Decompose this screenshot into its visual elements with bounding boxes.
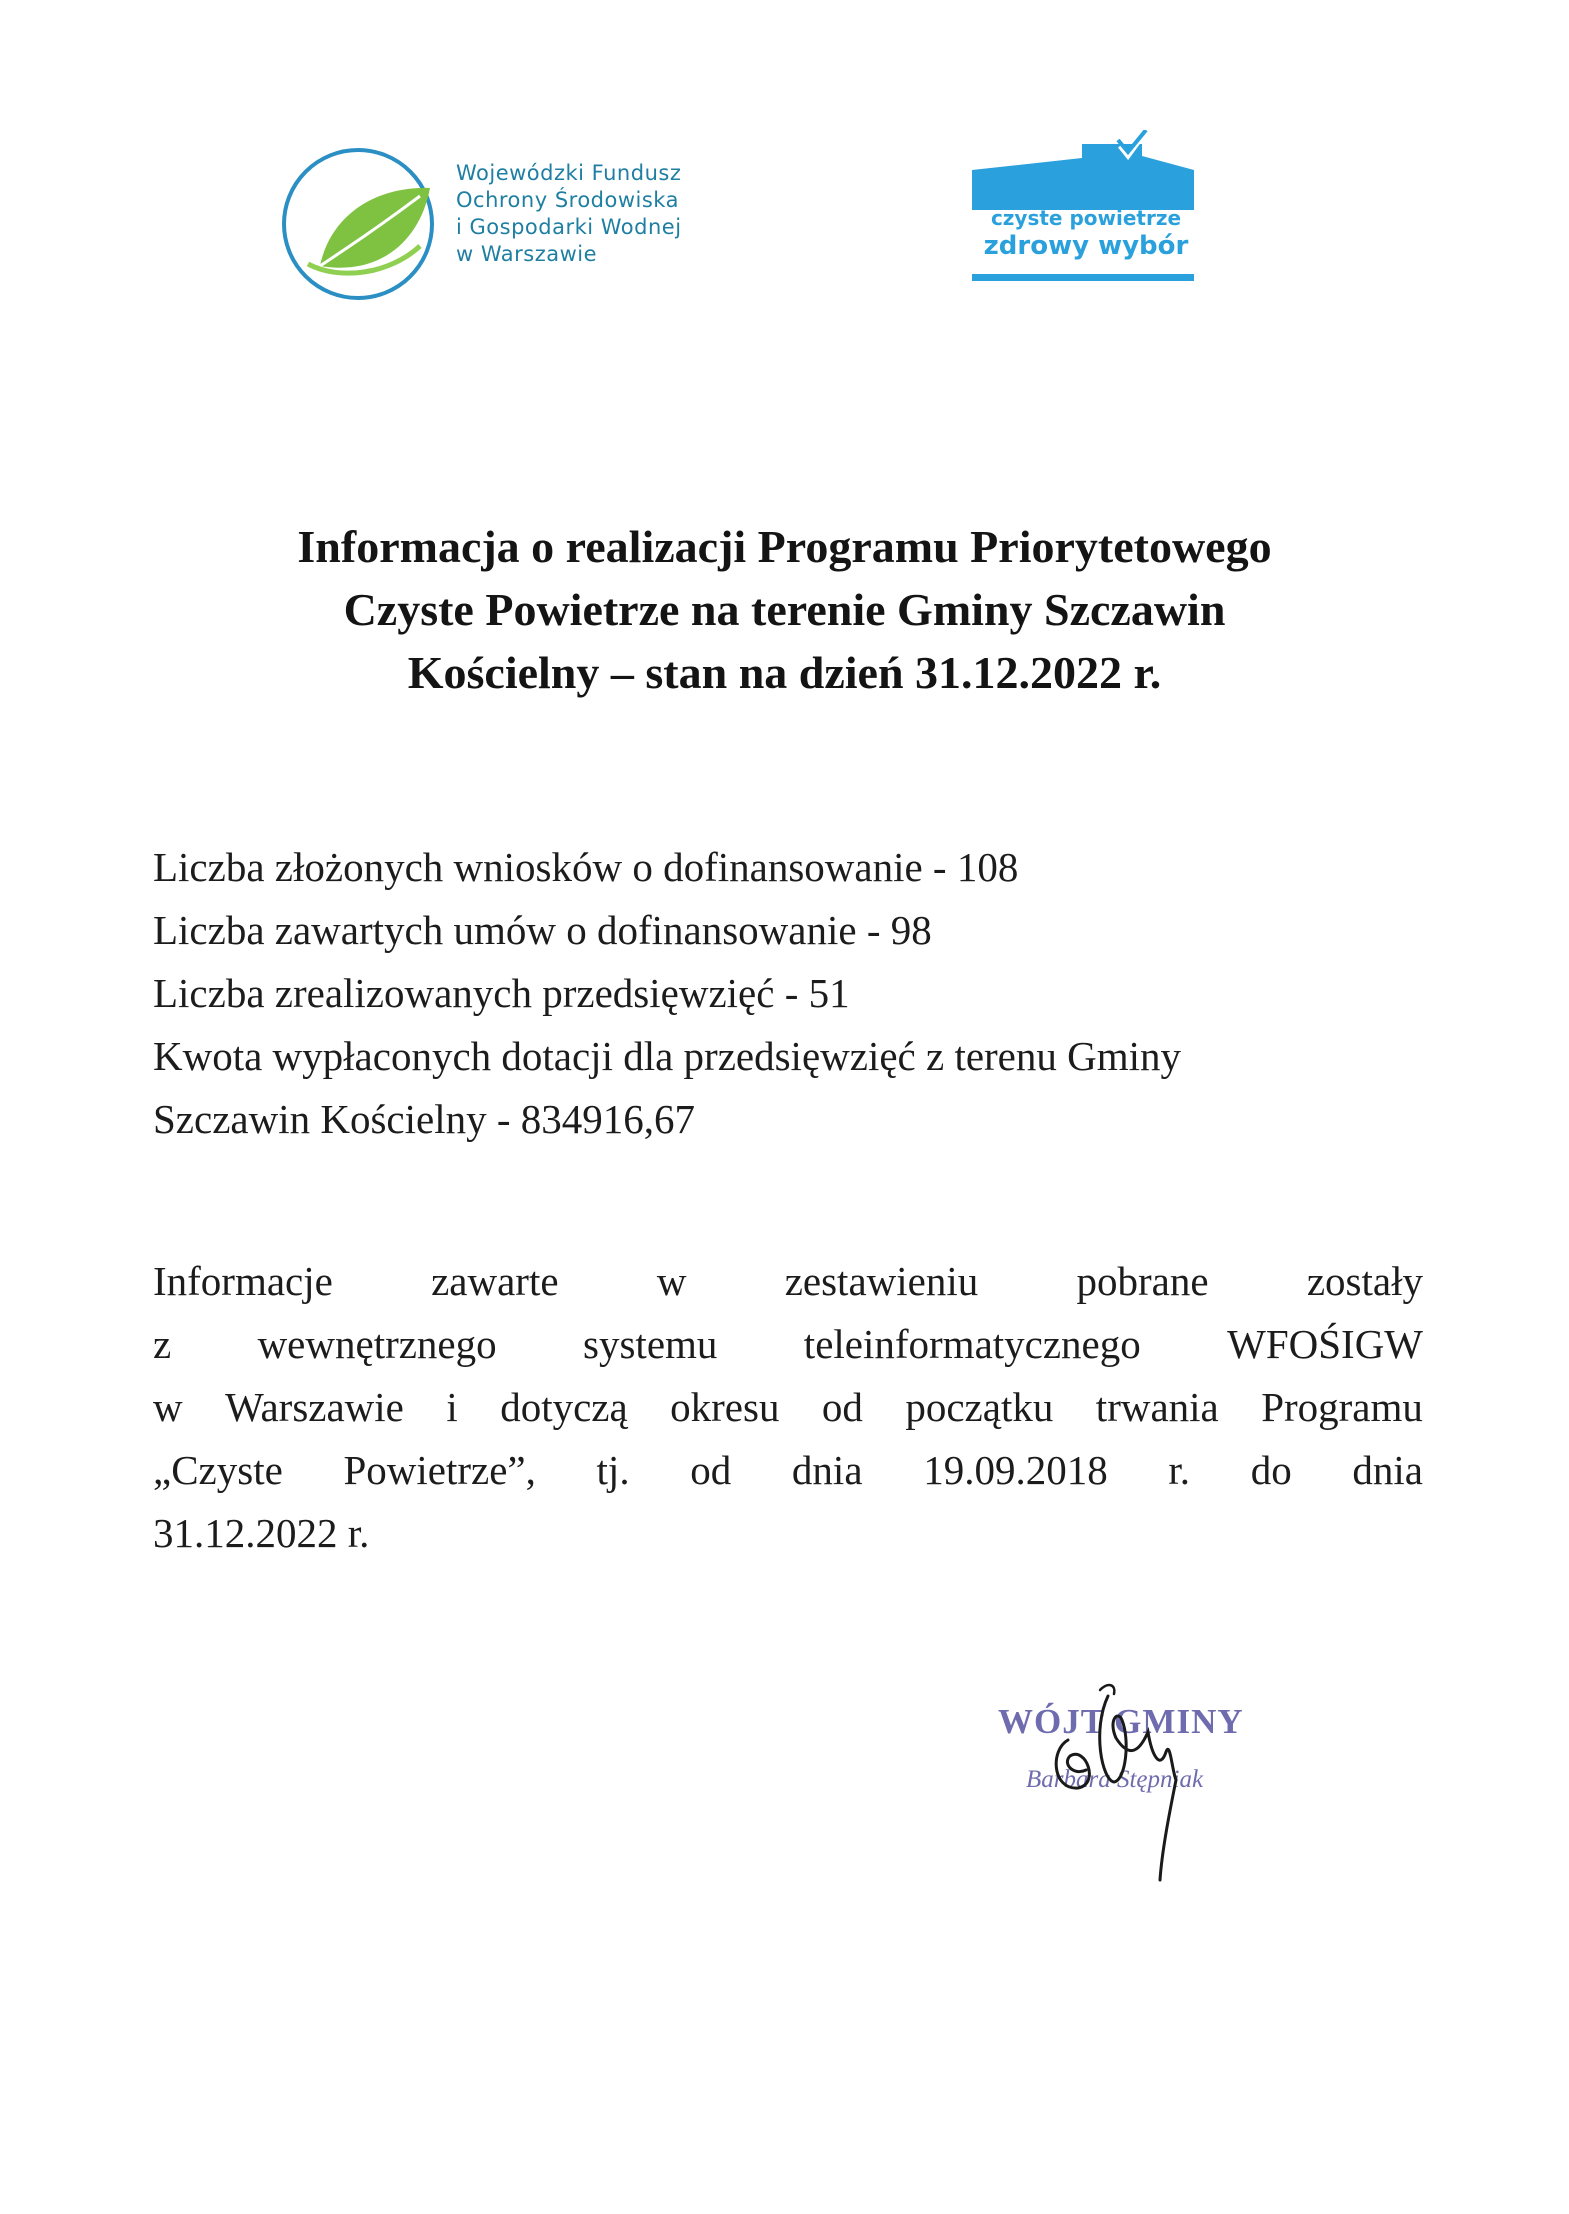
word: trwania (1095, 1384, 1219, 1430)
word: systemu (583, 1321, 718, 1367)
wfosigw-name (456, 160, 682, 268)
word: dnia (791, 1447, 863, 1493)
word: Warszawie (225, 1384, 404, 1430)
official-stamp (990, 1660, 1290, 1900)
stamp-title: WÓJT GMINY (998, 1702, 1244, 1741)
word: z (153, 1321, 172, 1367)
word: „Czyste (153, 1447, 283, 1493)
logo-underline (972, 274, 1194, 281)
word: do (1250, 1447, 1292, 1493)
wfosigw-name-line: w Warszawie (456, 242, 598, 266)
paragraph-last-line: 31.12.2022 r. (153, 1510, 370, 1556)
info-paragraph (153, 1250, 1423, 1565)
word: r. (1168, 1447, 1191, 1493)
slogan-line-2: zdrowy wybór (983, 231, 1189, 261)
stat-projects-completed: Liczba zrealizowanych przedsięwzięć - 51 (153, 970, 850, 1016)
title-line: Czyste Powietrze na terenie Gminy Szczawin (343, 584, 1226, 635)
paragraph-line (153, 1376, 1423, 1439)
paragraph-line (153, 1313, 1423, 1376)
paragraph-line (153, 1439, 1423, 1502)
word: 19.09.2018 (923, 1447, 1108, 1493)
wfosigw-name-line: i Gospodarki Wodnej (456, 215, 682, 239)
wfosigw-logo (280, 140, 760, 310)
wfosigw-name-line: Wojewódzki Fundusz (456, 161, 682, 185)
handwritten-signature (990, 1660, 1290, 1900)
word: w (153, 1384, 183, 1430)
word: od (690, 1447, 732, 1493)
word: WFOŚIGW (1227, 1321, 1423, 1367)
paragraph-line (153, 1250, 1423, 1313)
leaf-in-circle-icon (280, 146, 440, 306)
statistics-list (153, 836, 1433, 1151)
title-line: Kościelny – stan na dzień 31.12.2022 r. (407, 647, 1162, 698)
word: okresu (670, 1384, 780, 1430)
word: Powietrze”, (343, 1447, 536, 1493)
stat-grants-paid: Kwota wypłaconych dotacji dla przedsięwzięć z terenu Gminy (153, 1033, 1182, 1079)
house-checkmark-icon (972, 130, 1200, 210)
word: pobrane (1076, 1258, 1209, 1304)
slogan-line-1: czyste powietrze (990, 206, 1182, 230)
document-title (120, 515, 1449, 704)
word: zestawieniu (784, 1258, 979, 1304)
stat-grants-paid-cont: Szczawin Kościelny - 834916,67 (153, 1096, 695, 1142)
word: Informacje (153, 1258, 333, 1304)
stat-agreements-signed: Liczba zawartych umów o dofinansowanie - 98 (153, 907, 932, 953)
czyste-powietrze-logo (972, 130, 1200, 290)
word: zostały (1306, 1258, 1423, 1304)
word: tj. (596, 1447, 630, 1493)
wfosigw-name-line: Ochrony Środowiska (456, 188, 679, 212)
title-line: Informacja o realizacji Programu Priorytetowego (297, 521, 1272, 572)
czyste-powietrze-slogan (972, 206, 1200, 262)
word: i (446, 1384, 458, 1430)
word: zawarte (431, 1258, 559, 1304)
stamp-name: Barbara Stępniak (1026, 1766, 1204, 1793)
word: Programu (1261, 1384, 1423, 1430)
word: teleinformatycznego (803, 1321, 1141, 1367)
stat-applications-submitted: Liczba złożonych wniosków o dofinansowanie - 108 (153, 844, 1019, 890)
word: początku (905, 1384, 1054, 1430)
word: dotyczą (500, 1384, 628, 1430)
word: wewnętrznego (257, 1321, 497, 1367)
word: od (821, 1384, 863, 1430)
word: dnia (1352, 1447, 1423, 1493)
word: w (656, 1258, 687, 1304)
